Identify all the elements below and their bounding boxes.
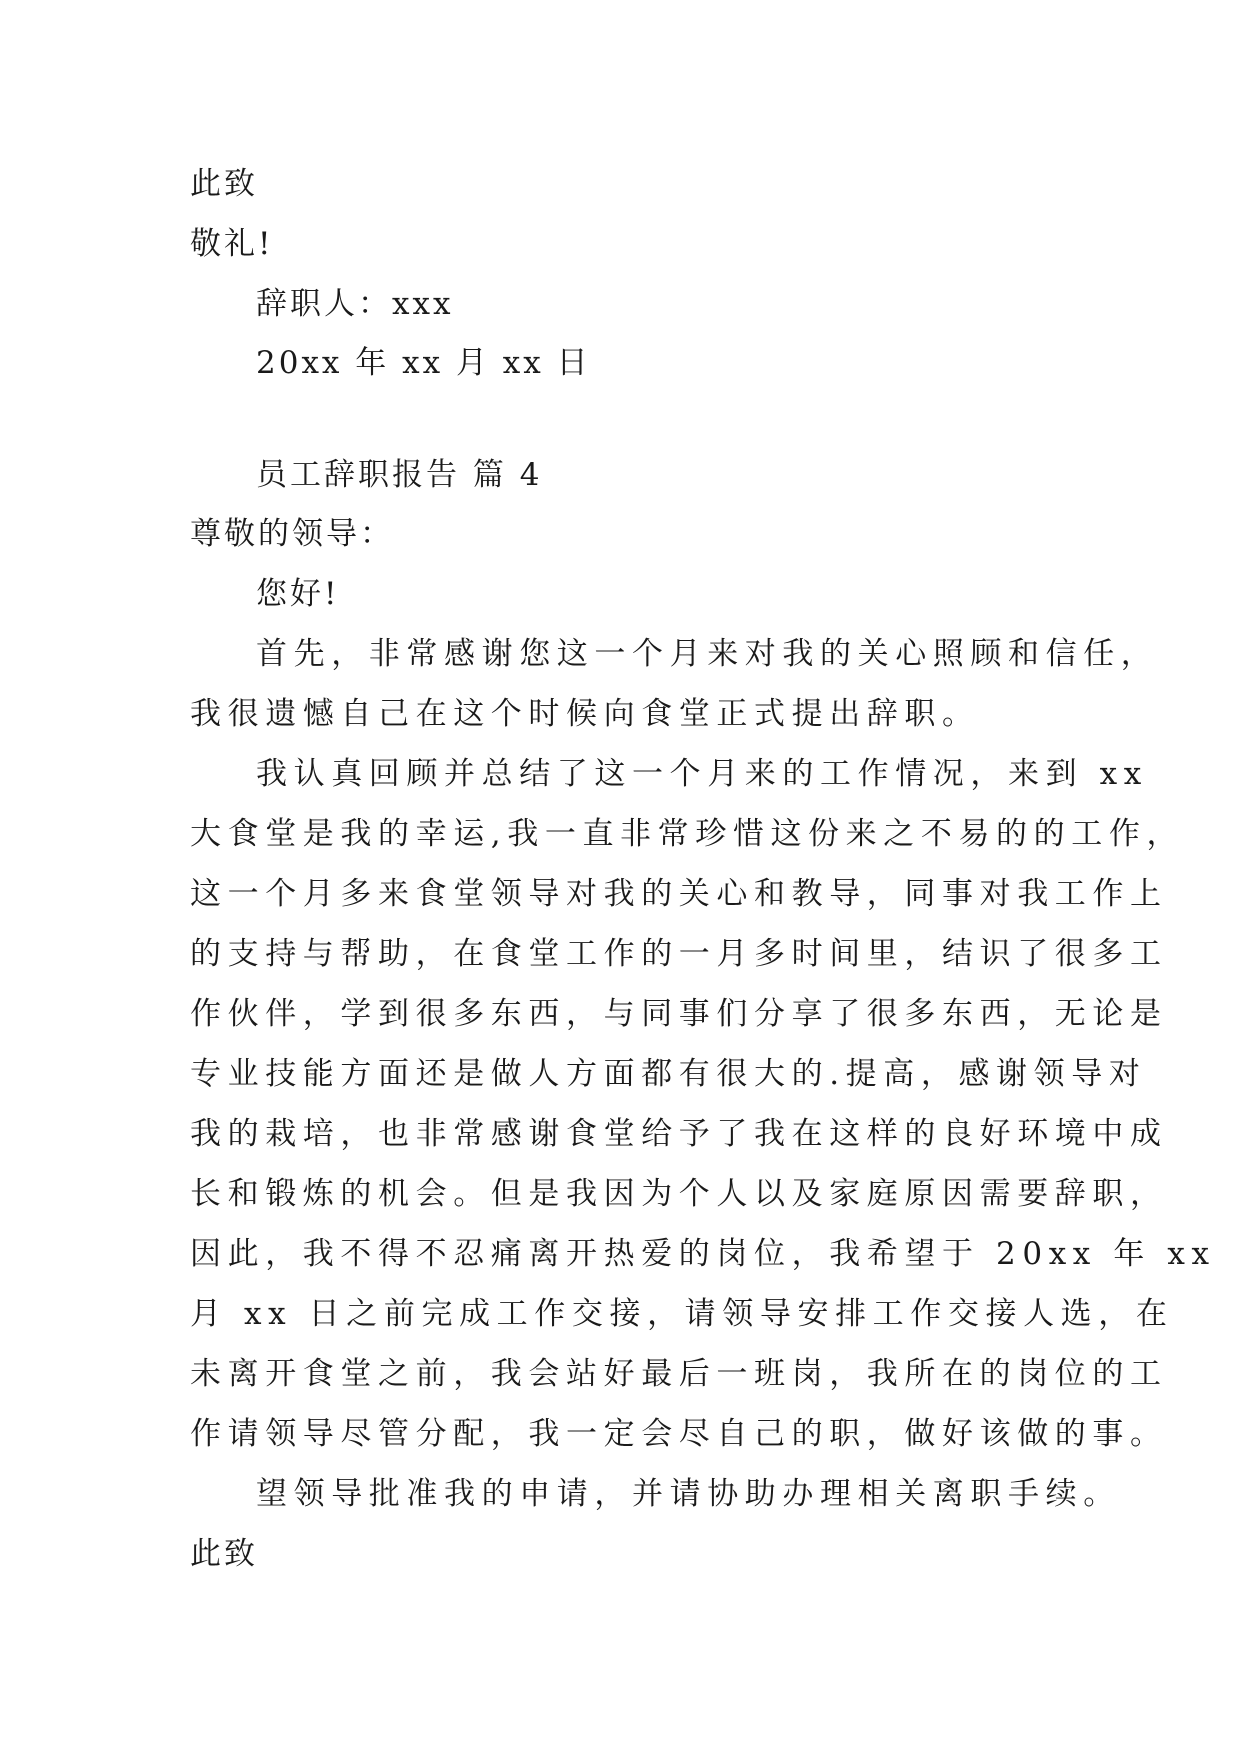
paragraph-line: 大食堂是我的幸运,我一直非常珍惜这份来之不易的的工作， (190, 816, 1185, 852)
letter-greeting: 您好! (256, 576, 340, 612)
paragraph-line: 未离开食堂之前，我会站好最后一班岗，我所在的岗位的工 (190, 1356, 1168, 1392)
paragraph-line: 的支持与帮助，在食堂工作的一月多时间里，结识了很多工 (190, 936, 1168, 972)
letter-addressee: 尊敬的领导： (190, 516, 394, 552)
paragraph-line: 因此，我不得不忍痛离开热爱的岗位，我希望于 20xx 年 xx (190, 1236, 1216, 1272)
letter-closing: 此致 (190, 1536, 258, 1572)
paragraph-line: 我的栽培，也非常感谢食堂给予了我在这样的良好环境中成 (190, 1116, 1168, 1152)
paragraph-line: 长和锻炼的机会。但是我因为个人以及家庭原因需要辞职， (190, 1176, 1168, 1212)
section-title: 员工辞职报告 篇 4 (256, 457, 543, 493)
signature-date: 20xx 年 xx 月 xx 日 (256, 345, 591, 381)
paragraph-line: 我很遗憾自己在这个时候向食堂正式提出辞职。 (190, 696, 980, 732)
paragraph-line: 专业技能方面还是做人方面都有很大的.提高，感谢领导对 (190, 1056, 1147, 1092)
resigner-signature: 辞职人：xxx (256, 286, 454, 322)
closing-salutation: 此致 (190, 166, 258, 202)
paragraph-line: 月 xx 日之前完成工作交接，请领导安排工作交接人选，在 (190, 1296, 1174, 1332)
paragraph-line: 我认真回顾并总结了这一个月来的工作情况，来到 xx (256, 756, 1148, 792)
paragraph-line: 这一个月多来食堂领导对我的关心和教导，同事对我工作上 (190, 876, 1168, 912)
paragraph-line: 首先，非常感谢您这一个月来对我的关心照顾和信任， (256, 636, 1159, 672)
paragraph-line: 作伙伴，学到很多东西，与同事们分享了很多东西，无论是 (190, 996, 1168, 1032)
paragraph-line: 望领导批准我的申请，并请协助办理相关离职手续。 (256, 1476, 1121, 1512)
paragraph-line: 作请领导尽管分配，我一定会尽自己的职，做好该做的事。 (190, 1416, 1168, 1452)
closing-regards: 敬礼! (190, 226, 274, 262)
